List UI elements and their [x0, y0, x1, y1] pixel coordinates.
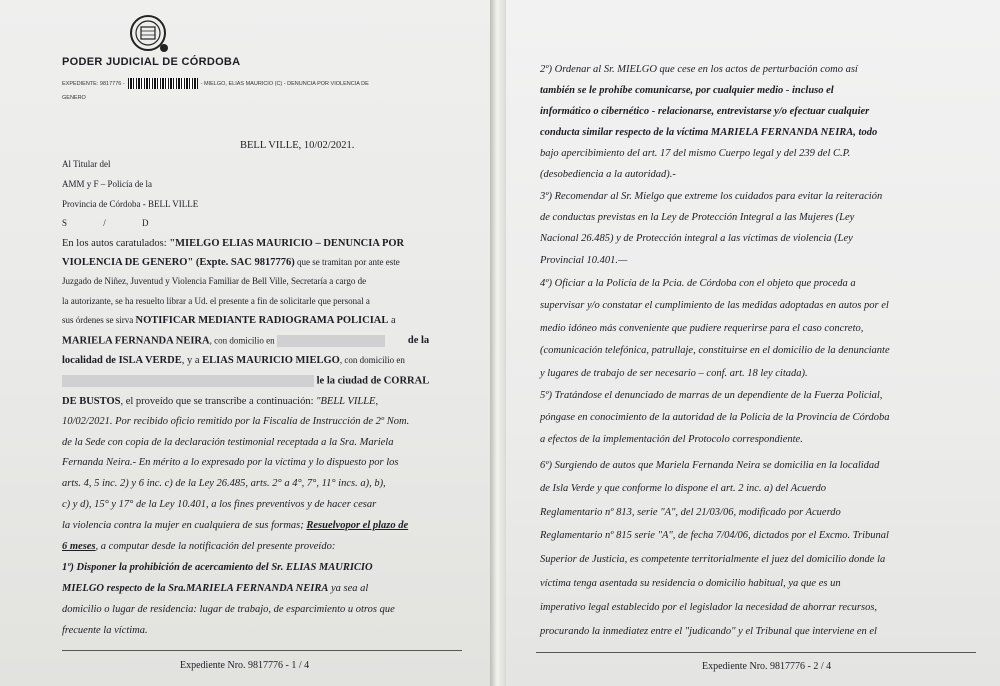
body-line: también se le prohíbe comunicarse, por cualquier medio - incluso el — [540, 85, 834, 96]
redacted-address — [277, 335, 385, 347]
body-line: imperativo legal establecido por el legislador la necesidad de ahorrar recursos, — [540, 602, 878, 613]
body-line: Provincial 10.401.— — [540, 255, 628, 266]
body-line: supervisar y/o constatar el cumplimiento de las medidas adoptadas en autos por el — [540, 300, 889, 311]
body-line: Nacional 26.485) y de Protección integral a las víctimas de violencia (Ley — [540, 233, 853, 244]
addressee-line: Provincia de Córdoba - BELL VILLE — [62, 199, 199, 209]
body-line: DE BUSTOS, el proveído que se transcribe a continuación: "BELL VILLE, — [62, 396, 379, 407]
page-gutter — [490, 0, 506, 686]
addressee-line: Al Titular del — [62, 159, 111, 169]
body-line: 2º) Ordenar al Sr. MIELGO que cese en los actos de perturbación como así — [540, 64, 858, 75]
body-line: le la ciudad de CORRAL — [62, 375, 429, 387]
body-line: de conductas previstas en la Ley de Protección Integral a las Mujeres (Ley — [540, 212, 855, 223]
body-line: Fernanda Neira.- En mérito a lo expresado por la víctima y lo dispuesto por los — [62, 457, 399, 468]
body-line: 5º) Tratándose el denunciado de marras de un dependiente de la Fuerza Policial, — [540, 390, 883, 401]
body-line: póngase en conocimiento de la autoridad de la Policía de la Provincia de Córdoba — [540, 412, 890, 423]
document-page-1 — [0, 0, 490, 686]
redacted-address — [62, 375, 314, 387]
body-line: localidad de ISLA VERDE, y a ELIAS MAURICIO MIELGO, con domicilio en — [62, 355, 405, 366]
body-line: conducta similar respecto de la víctima MARIELA FERNANDA NEIRA, todo — [540, 127, 878, 138]
body-line: procurando la inmediatez entre el "judicando" y el Tribunal que interviene en el — [540, 626, 877, 637]
body-line: 1º) Disponer la prohibición de acercamiento del Sr. ELIAS MAURICIO — [62, 562, 373, 573]
addressee-line: AMM y F – Policía de la — [62, 179, 152, 189]
body-line: (comunicación telefónica, patrullaje, constituirse en el domicilio de la denunciante — [540, 345, 890, 356]
body-line: domicilio o lugar de residencia: lugar de trabajo, de esparcimiento u otros que — [62, 604, 395, 615]
date-line: BELL VILLE, 10/02/2021. — [240, 140, 355, 151]
body-line: Reglamentario nº 813, serie "A", del 21/03/06, modificado por Acuerdo — [540, 507, 841, 518]
case-reference-continued: GENERO — [62, 95, 86, 101]
footer-divider — [536, 652, 976, 653]
page-footer: Expediente Nro. 9817776 - 2 / 4 — [702, 661, 832, 672]
body-line: Reglamentario nº 815 serie "A", de fecha 7/04/06, dictados por el Excmo. Tribunal — [540, 530, 889, 541]
footer-divider — [62, 650, 462, 651]
salutation: S / D — [62, 218, 149, 228]
body-line: (desobediencia a la autoridad).- — [540, 169, 676, 180]
body-line: víctima tenga asentada su residencia o domicilio habitual, ya que es un — [540, 578, 841, 589]
body-line: de la Sede con copia de la declaración testimonial receptada a la Sra. Mariela — [62, 437, 394, 448]
body-line: Superior de Justicia, es competente territorialmente el juez del domicilio donde la — [540, 554, 886, 565]
body-line: medio idóneo más conveniente que pudiere requerirse para el caso concreto, — [540, 323, 864, 334]
body-line: frecuente la víctima. — [62, 625, 148, 636]
body-line: MIELGO respecto de la Sra.MARIELA FERNANDA NEIRA ya sea al — [62, 583, 369, 594]
body-line: a efectos de la implementación del Protocolo correspondiente. — [540, 434, 803, 445]
body-line: y lugares de trabajo de ser necesario – conf. art. 18 ley citada). — [540, 368, 808, 379]
barcode-icon — [128, 78, 198, 89]
body-line: Juzgado de Niñez, Juventud y Violencia Familiar de Bell Ville, Secretaría a cargo de — [62, 276, 367, 286]
body-line: de Isla Verde y que conforme lo dispone el art. 2 inc. a) del Acuerdo — [540, 483, 826, 494]
court-seal-icon — [128, 14, 170, 54]
page-footer: Expediente Nro. 9817776 - 1 / 4 — [180, 660, 310, 671]
body-line: MARIELA FERNANDA NEIRA, con domicilio en de la — [62, 335, 430, 347]
body-line: la autorizante, se ha resuelto librar a Ud. el presente a fin de solicitarle que personal a — [62, 296, 370, 306]
case-reference: EXPEDIENTE: 9817776 - - MIELGO, ELIAS MAURICIO (C) - DENUNCIA POR VIOLENCIA DE — [62, 78, 462, 89]
organization-name: PODER JUDICIAL DE CÓRDOBA — [62, 56, 241, 68]
body-line: 6 meses, a computar desde la notificación del presente proveído: — [62, 541, 336, 552]
body-line: 3º) Recomendar al Sr. Mielgo que extreme los cuidados para evitar la reiteración — [540, 191, 883, 202]
body-line: informático o cibernético - relacionarse, entrevistarse y/o efectuar cualquier — [540, 106, 870, 117]
body-line: c) y d), 15° y 17° de la Ley 10.401, a los fines preventivos y de hacer cesar — [62, 499, 377, 510]
body-line: 10/02/2021. Por recibido oficio remitido por la Fiscalía de Instrucción de 2º Nom. — [62, 416, 410, 427]
body-line: VIOLENCIA DE GENERO" (Expte. SAC 9817776) que se tramitan por ante este — [62, 257, 400, 268]
body-line: sus órdenes se sirva NOTIFICAR MEDIANTE RADIOGRAMA POLICIAL a — [62, 315, 396, 326]
body-line: arts. 4, 5 inc. 2) y 6 inc. c) de la Ley 26.485, arts. 2° a 4°, 7°, 11° incs. a), b), — [62, 478, 386, 489]
document-page-2 — [506, 0, 1000, 686]
body-line: bajo apercibimiento del art. 17 del mismo Cuerpo legal y del 239 del C.P. — [540, 148, 851, 159]
body-line: 4º) Oficiar a la Policía de la Pcia. de Córdoba con el objeto que proceda a — [540, 278, 856, 289]
body-line: la violencia contra la mujer en cualquiera de sus formas; Resuelvopor el plazo de — [62, 520, 409, 531]
body-line: 6º) Surgiendo de autos que Mariela Fernanda Neira se domicilia en la localidad — [540, 460, 880, 471]
body-line: En los autos caratulados: "MIELGO ELIAS MAURICIO – DENUNCIA POR — [62, 238, 405, 249]
